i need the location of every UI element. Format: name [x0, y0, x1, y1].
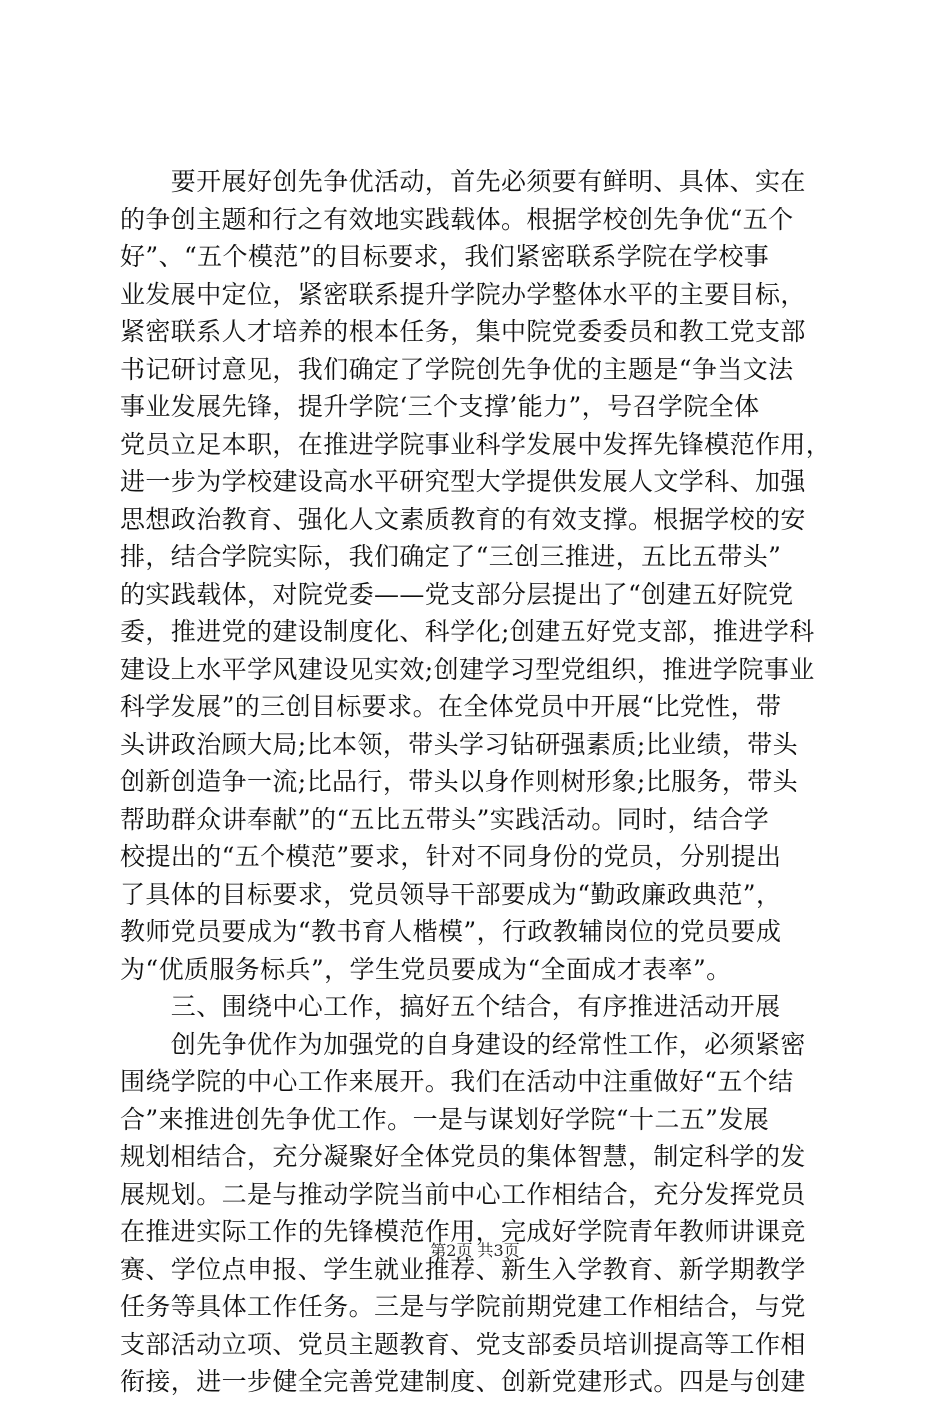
text-line: 的实践载体，对院党委——党支部分层提出了“创建五好院党 [120, 579, 794, 609]
text-line: 事业发展先锋，提升学院‘三个支撑’能力”，号召学院全体 [120, 392, 760, 421]
text-line: 要开展好创先争优活动，首先必须要有鲜明、具体、实在 [120, 167, 806, 196]
body-text [120, 163, 832, 1401]
text-line: 校提出的“五个模范”要求，针对不同身份的党员，分别提出 [120, 842, 782, 871]
text-line: 排，结合学院实际，我们确定了“三创三推进，五比五带头” [120, 542, 782, 571]
text-line: 为“优质服务标兵”，学生党员要成为“全面成才表率”。 [120, 954, 732, 984]
text-line: 好”、“五个模范”的目标要求，我们紧密联系学院在学校事 [120, 242, 770, 271]
text-line: 了具体的目标要求，党员领导干部要成为“勤政廉政典范”， [120, 879, 782, 909]
text-line: 创新创造争一流;比品行，带头以身作则树形象;比服务，带头 [120, 767, 799, 796]
text-line: 展规划。二是与推动学院当前中心工作相结合，充分发挥党员 [120, 1179, 806, 1209]
text-line: 头讲政治顾大局;比本领，带头学习钻研强素质;比业绩，带头 [120, 729, 799, 759]
text-line: 思想政治教育、强化人文素质教育的有效支撑。根据学校的安 [120, 504, 806, 534]
section-heading: 三、围绕中心工作，搞好五个结合，有序推进活动开展 [120, 992, 781, 1021]
text-line: 赛、学位点申报、学生就业推荐、新生入学教育、新学期教学 [120, 1254, 806, 1284]
text-line: 创先争优作为加强党的自身建设的经常性工作，必须紧密 [120, 1029, 806, 1059]
text-line: 进一步为学校建设高水平研究型大学提供发展人文学科、加强 [120, 467, 806, 496]
page-footer: 第2页 共3页 [430, 1241, 520, 1260]
text-line: 在推进实际工作的先锋模范作用，完成好学院青年教师讲课竞 [120, 1217, 806, 1246]
text-line: 书记研讨意见，我们确定了学院创先争优的主题是“争当文法 [120, 354, 794, 384]
text-line: 合”来推进创先争优工作。一是与谋划好学院“十二五”发展 [120, 1104, 770, 1134]
text-line: 业发展中定位，紧密联系提升学院办学整体水平的主要目标， [120, 279, 806, 309]
text-line: 紧密联系人才培养的根本任务，集中院党委委员和教工党支部 [120, 317, 806, 346]
text-line: 教师党员要成为“教书育人楷模”，行政教辅岗位的党员要成 [120, 917, 782, 946]
text-line: 任务等具体工作任务。三是与学院前期党建工作相结合，与党 [120, 1292, 806, 1321]
text-line: 建设上水平学风建设见实效;创建学习型党组织，推进学院事业 [120, 654, 815, 684]
text-line: 衔接，进一步健全完善党建制度、创新党建形式。四是与创建 [120, 1367, 806, 1396]
text-line: 委，推进党的建设制度化、科学化;创建五好党支部，推进学科 [120, 617, 815, 646]
text-line: 科学发展”的三创目标要求。在全体党员中开展“比党性，带 [120, 692, 782, 721]
text-line: 的争创主题和行之有效地实践载体。根据学校创先争优“五个 [120, 204, 794, 234]
text-line: 支部活动立项、党员主题教育、党支部委员培训提高等工作相 [120, 1329, 806, 1359]
text-line: 帮助群众讲奉献”的“五比五带头”实践活动。同时，结合学 [120, 804, 770, 834]
text-line: 党员立足本职，在推进学院事业科学发展中发挥先锋模范作用， [120, 429, 832, 459]
text-line: 规划相结合，充分凝聚好全体党员的集体智慧，制定科学的发 [120, 1142, 806, 1171]
text-line: 围绕学院的中心工作来展开。我们在活动中注重做好“五个结 [120, 1067, 794, 1096]
